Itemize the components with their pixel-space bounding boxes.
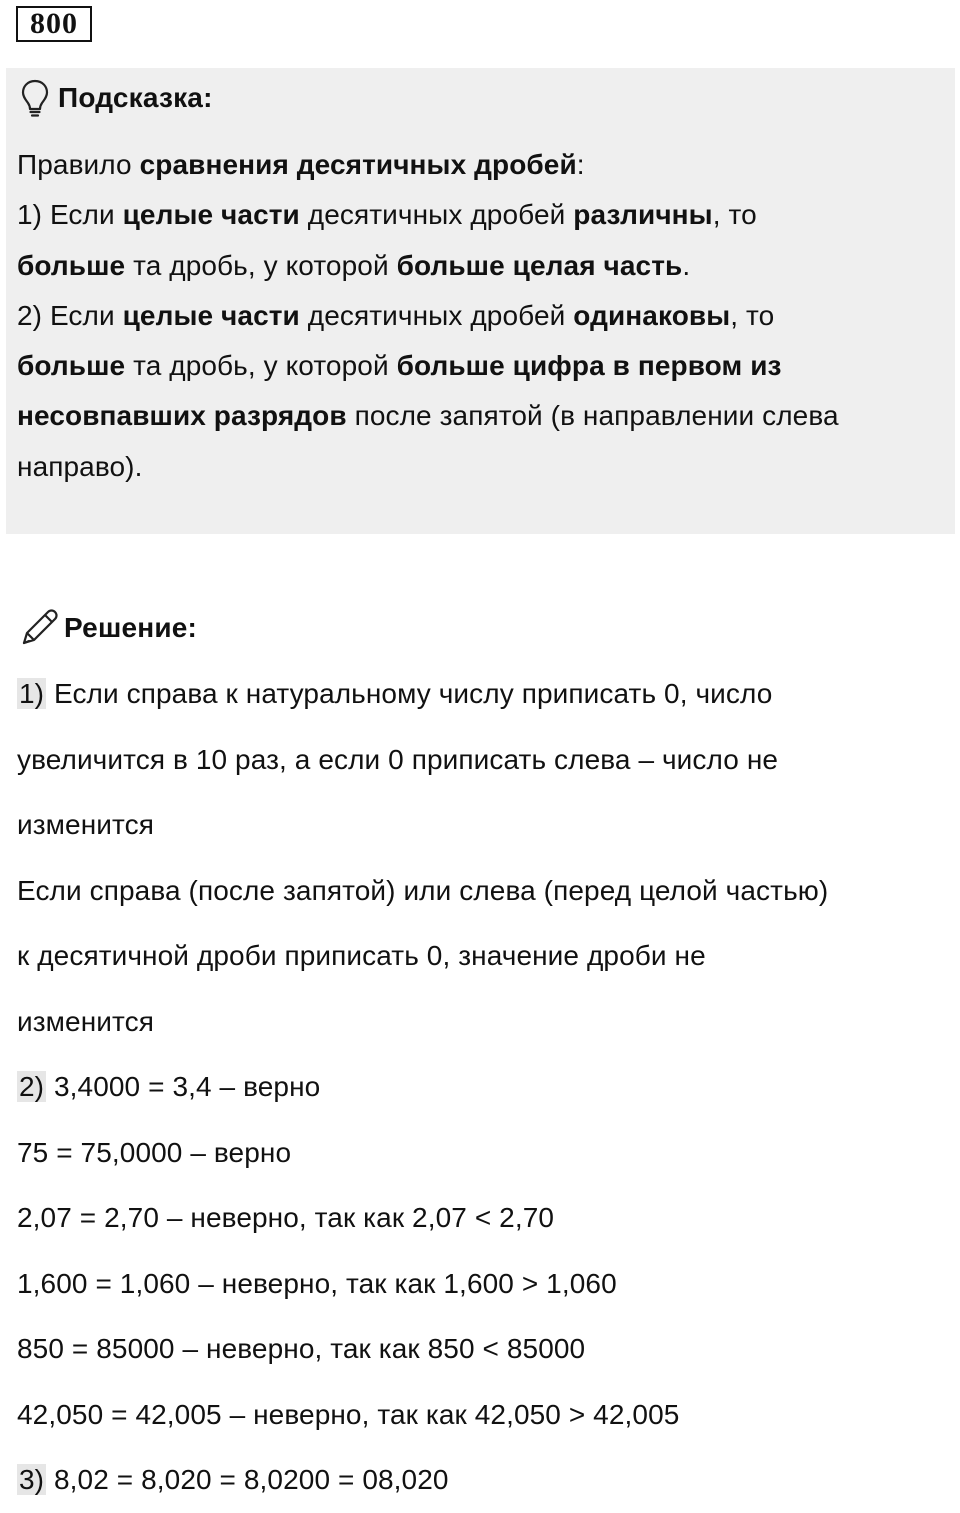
hint-bold-text: различны (573, 199, 713, 231)
hint-text-run: : (576, 149, 585, 180)
solution-line (17, 727, 952, 793)
hint-text-run: 1) Если (17, 199, 123, 231)
solution-text: увеличится в 10 раз, а если 0 приписать слева – число не (17, 743, 779, 775)
solution-line (17, 1251, 952, 1317)
solution-text: 850 = 85000 – неверно, так как 850 < 85000 (17, 1333, 586, 1364)
hint-bold-text: сравнения десятичных дробей (139, 149, 577, 180)
hint-box (6, 68, 955, 534)
hint-line (17, 291, 947, 341)
hint-bold-text: целые части (122, 299, 300, 331)
hint-header (20, 78, 213, 118)
step-number: 1) (19, 678, 45, 709)
hint-line (17, 140, 947, 190)
hint-bold-text: больше целая часть (396, 249, 683, 281)
solution-line (17, 989, 952, 1055)
hint-text-run: . (682, 249, 691, 281)
solution-text: изменится (17, 1005, 154, 1037)
hint-text-run: десятичных дробей (299, 199, 574, 231)
hint-line (17, 442, 947, 492)
solution-text: 42,050 = 42,005 – неверно, так как 42,050 > 42,005 (17, 1398, 680, 1430)
solution-line (17, 661, 952, 727)
solution-line (17, 1120, 952, 1186)
solution-text: 75 = 75,0000 – верно (17, 1136, 292, 1168)
hint-title: Подсказка: (58, 82, 213, 113)
hint-line (17, 241, 947, 291)
solution-line (17, 923, 952, 989)
hint-line (17, 190, 947, 240)
hint-text-run: десятичных дробей (299, 299, 574, 331)
hint-text-run: Правило (17, 149, 140, 180)
hint-line (17, 391, 947, 441)
hint-text (17, 140, 947, 492)
solution-line (17, 792, 952, 858)
solution-line (17, 1054, 952, 1120)
solution-line (17, 1316, 952, 1382)
solution-line (17, 1447, 952, 1513)
hint-line (17, 341, 947, 391)
hint-text-run: после запятой (в направлении слева (346, 400, 839, 432)
hint-text-run: направо). (17, 450, 143, 482)
hint-text-run: , то (730, 299, 775, 331)
solution-header (18, 606, 197, 650)
solution-body (17, 661, 952, 1513)
solution-text: 1,600 = 1,060 – неверно, так как 1,600 > 1,060 (17, 1267, 617, 1299)
hint-text-run: та дробь, у которой (125, 350, 397, 382)
solution-line (17, 858, 952, 924)
hint-bold-text: несовпавших разрядов (17, 400, 347, 432)
pencil-icon (18, 607, 60, 649)
solution-text: 8,02 = 8,020 = 8,0200 = 08,020 (46, 1464, 449, 1495)
hint-bold-text: целые части (122, 199, 300, 231)
solution-text: Если справа (после запятой) или слева (перед целой частью) (17, 874, 829, 906)
solution-line (17, 1185, 952, 1251)
hint-text-run: та дробь, у которой (125, 249, 397, 281)
lightbulb-icon (20, 78, 50, 118)
solution-text: 3,4000 = 3,4 – верно (46, 1071, 321, 1102)
solution-text: к десятичной дроби приписать 0, значение дроби не (17, 940, 706, 971)
step-number: 3) (19, 1464, 45, 1495)
hint-text-run: 2) Если (17, 299, 123, 331)
hint-text-run: , то (712, 199, 757, 231)
task-number: 800 (16, 6, 92, 42)
hint-bold-text: больше (17, 249, 126, 281)
hint-bold-text: одинаковы (573, 299, 731, 331)
solution-title: Решение: (64, 612, 198, 643)
solution-text: 2,07 = 2,70 – неверно, так как 2,07 < 2,70 (17, 1202, 555, 1233)
solution-line (17, 1382, 952, 1448)
hint-bold-text: больше (17, 350, 126, 382)
solution-text: Если справа к натуральному числу приписать 0, число (46, 678, 773, 709)
step-number: 2) (19, 1071, 45, 1102)
hint-bold-text: больше цифра в первом из (396, 350, 782, 382)
solution-text: изменится (17, 809, 154, 840)
